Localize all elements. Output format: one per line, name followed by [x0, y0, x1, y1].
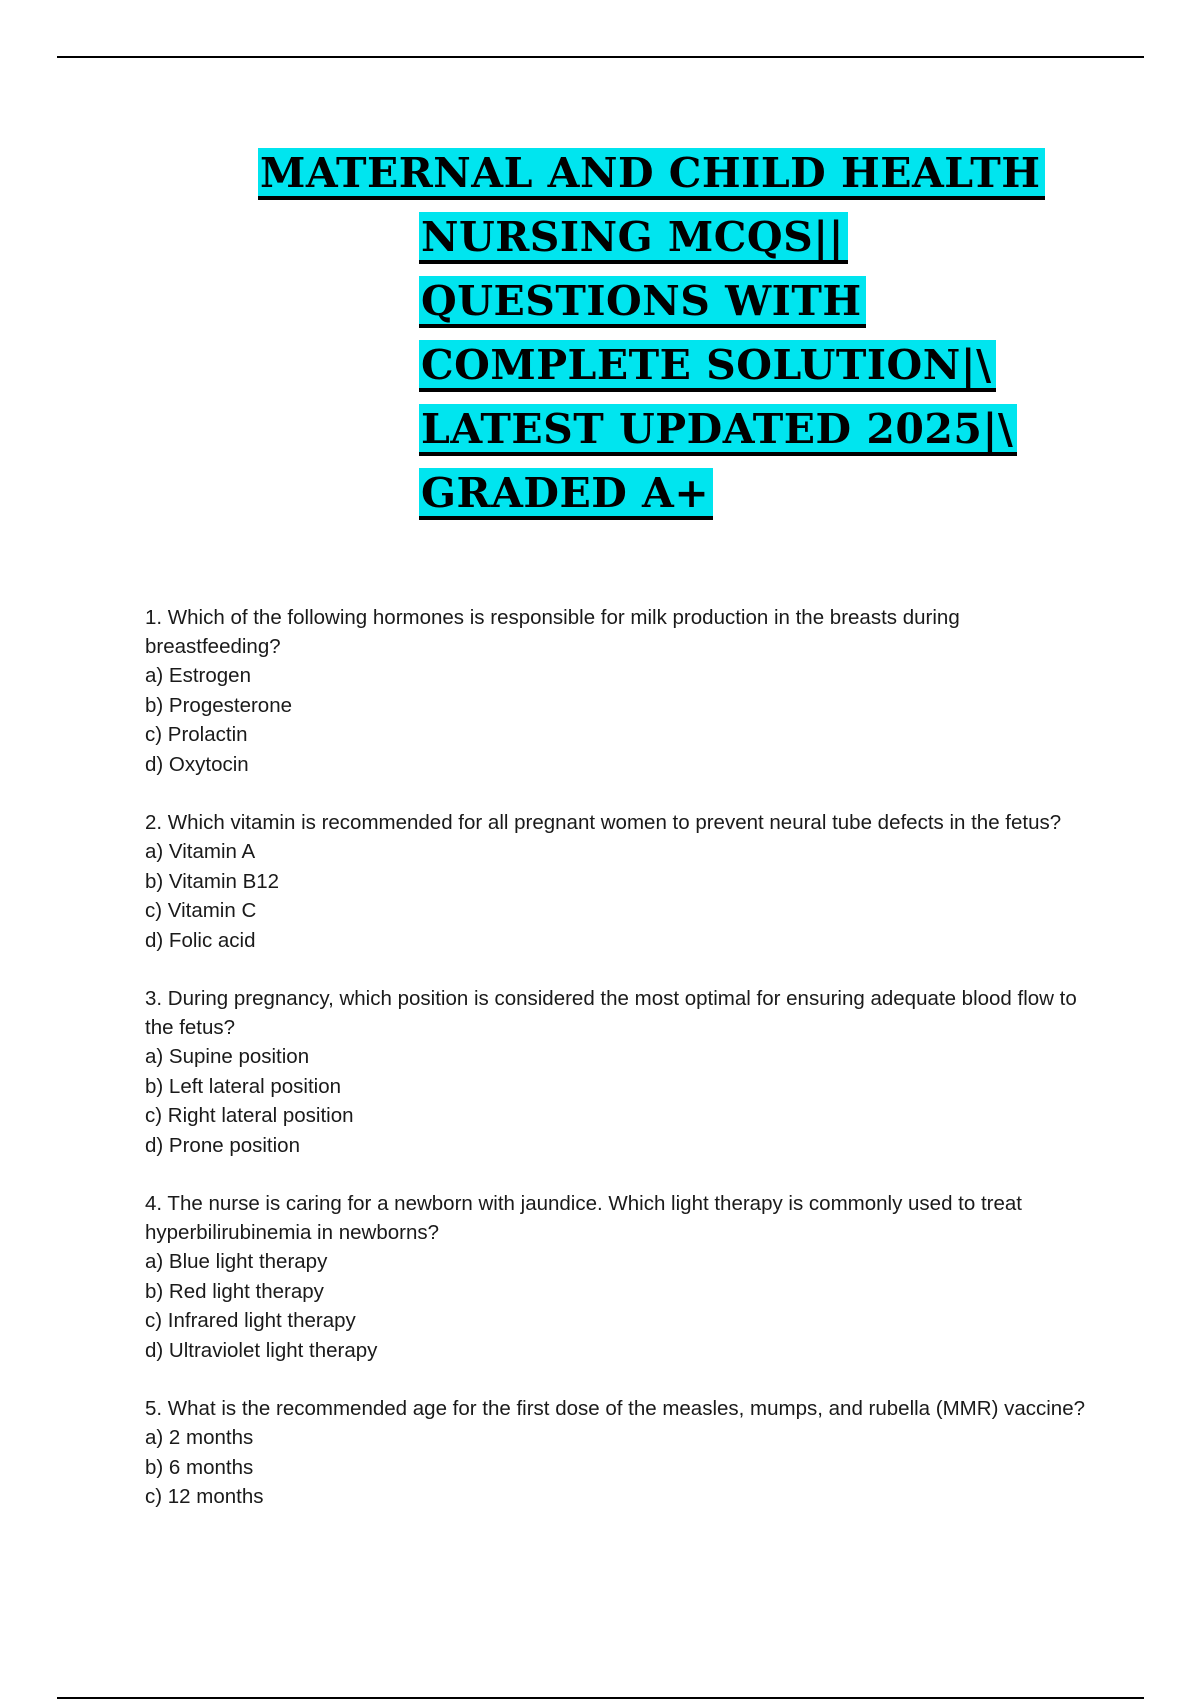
option: d) Prone position [145, 1133, 300, 1157]
option-list [145, 837, 1095, 955]
option: d) Ultraviolet light therapy [145, 1338, 378, 1362]
title-line: MATERNAL AND CHILD HEALTH [258, 148, 1045, 200]
option: a) Blue light therapy [145, 1250, 328, 1273]
question-item [145, 808, 1095, 955]
option: c) Right lateral position [145, 1104, 354, 1127]
option-list [145, 1247, 1095, 1365]
title-line: NURSING MCQS|| [419, 212, 848, 264]
title-line: GRADED A+ [419, 468, 713, 520]
option: d) Folic acid [145, 928, 256, 952]
option: b) Left lateral position [145, 1074, 342, 1098]
question-text: 3. During pregnancy, which position is considered the most optimal for ensuring adequate blood flow to the fetus? [145, 987, 1077, 1039]
question-item [145, 1189, 1095, 1365]
option: b) Red light therapy [145, 1279, 324, 1303]
option: b) Progesterone [145, 693, 293, 717]
option: a) Estrogen [145, 664, 251, 687]
footer-rule [57, 1697, 1144, 1699]
option: b) 6 months [145, 1455, 254, 1479]
option-list [145, 661, 1095, 779]
question-text: 1. Which of the following hormones is responsible for milk production in the breasts during breastfeeding? [145, 606, 960, 658]
option: a) Supine position [145, 1045, 310, 1068]
option: a) 2 months [145, 1426, 254, 1449]
title-line: QUESTIONS WITH [419, 276, 866, 328]
question-item [145, 1394, 1095, 1512]
option: b) Vitamin B12 [145, 869, 280, 893]
option: c) Vitamin C [145, 899, 257, 922]
question-text: 5. What is the recommended age for the first dose of the measles, mumps, and rubella (MMR) vaccine? [145, 1397, 1085, 1420]
title-line: COMPLETE SOLUTION|\ [419, 340, 996, 392]
option-list [145, 1423, 1095, 1512]
question-item [145, 984, 1095, 1160]
option: c) Infrared light therapy [145, 1309, 356, 1332]
question-item [145, 603, 1095, 779]
option: c) Prolactin [145, 723, 248, 746]
option: c) 12 months [145, 1485, 264, 1508]
option-list [145, 1042, 1095, 1160]
question-list [145, 603, 1095, 1541]
option: a) Vitamin A [145, 840, 256, 863]
header-rule [57, 56, 1144, 58]
title-line: LATEST UPDATED 2025|\ [419, 404, 1017, 456]
option: d) Oxytocin [145, 752, 249, 776]
question-text: 4. The nurse is caring for a newborn with jaundice. Which light therapy is commonly used to treat hyperbilirubinemia in newborns? [145, 1192, 1022, 1244]
question-text: 2. Which vitamin is recommended for all pregnant women to prevent neural tube defects in the fetus? [145, 811, 1062, 834]
